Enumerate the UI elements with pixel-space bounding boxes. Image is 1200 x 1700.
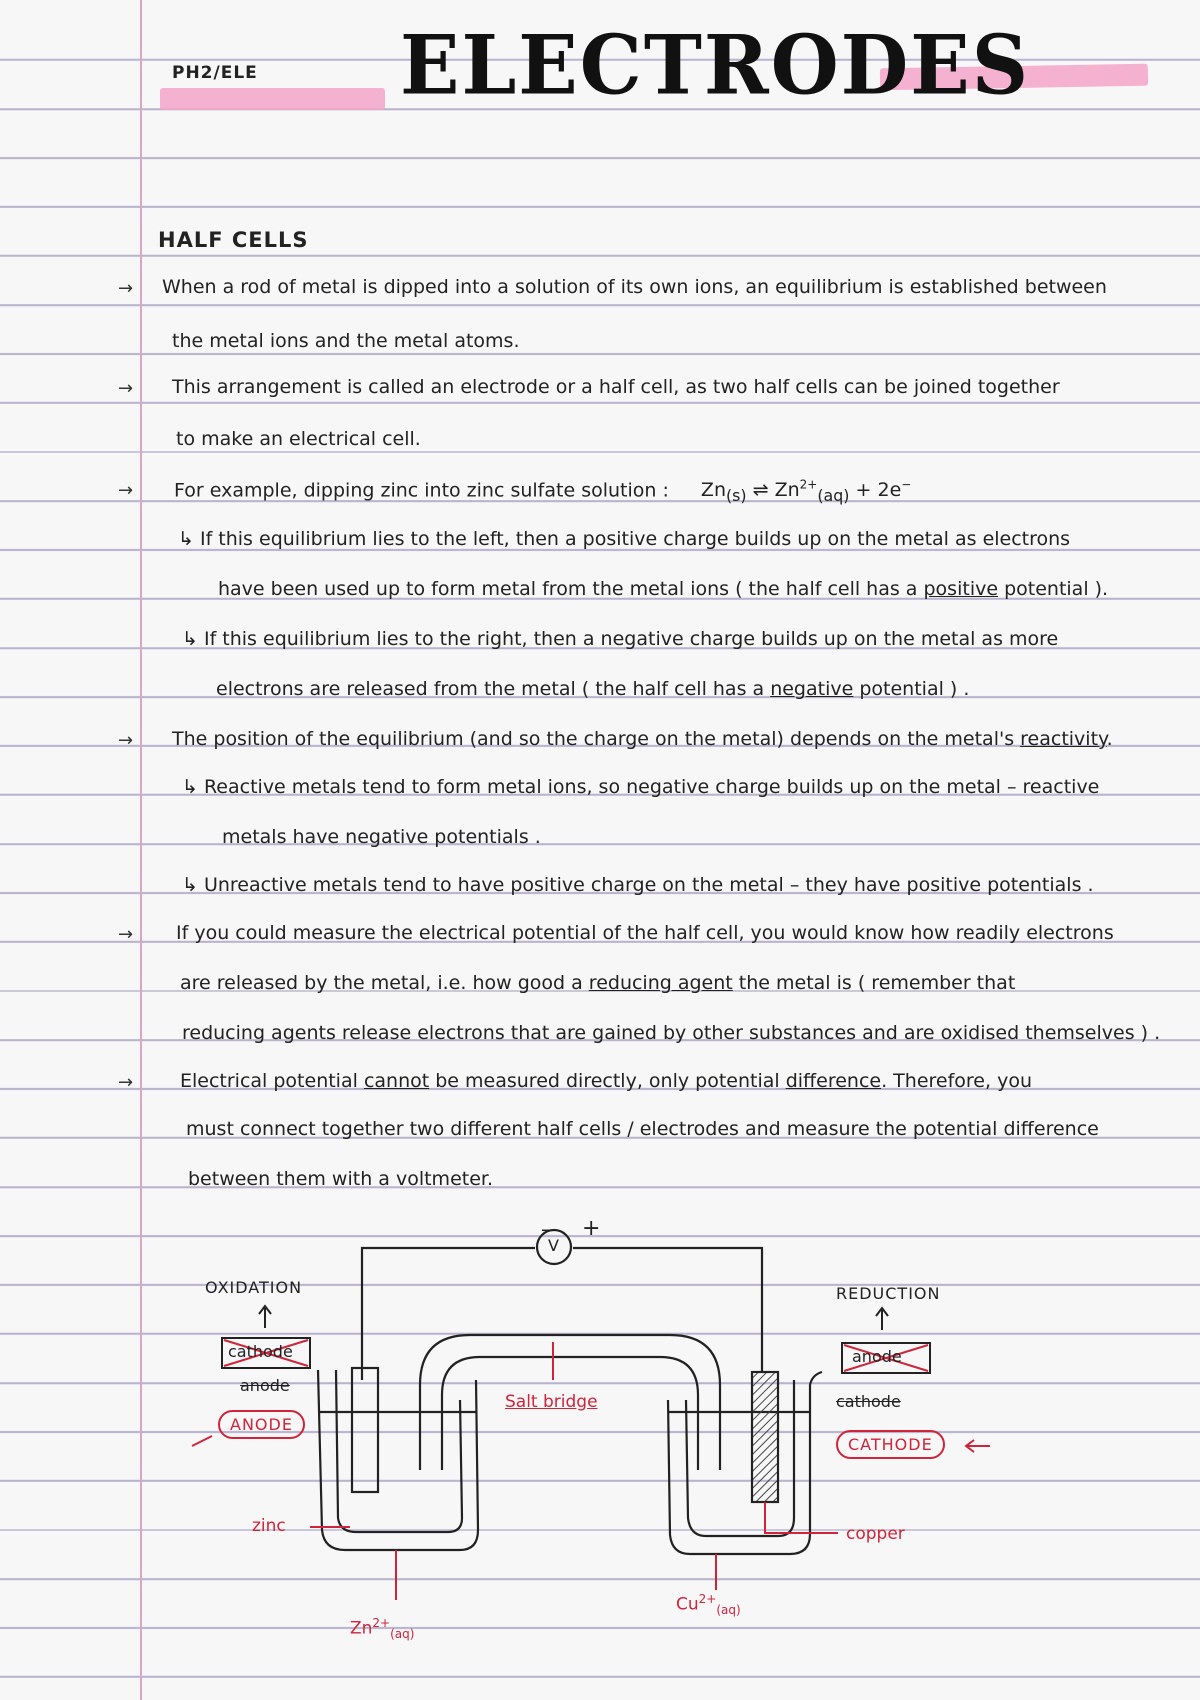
section-title: HALF CELLS <box>158 228 309 252</box>
text-line: ↳ If this equilibrium lies to the right, then a negative charge builds up on the metal as more <box>182 628 1059 650</box>
text-fragment: . <box>1106 728 1113 750</box>
wire-left <box>362 1248 535 1380</box>
voltmeter-label: V <box>548 1236 559 1255</box>
text-line: must connect together two different half cells / electrodes and measure the potential difference <box>186 1118 1099 1140</box>
arrow-right-icon: → <box>118 1072 134 1093</box>
salt-bridge-inner <box>442 1357 698 1470</box>
cu-ion-label <box>676 1592 741 1617</box>
text-fragment: reactivity <box>1020 728 1107 750</box>
text-fragment: For example, dipping zinc into zinc sulfate solution : <box>174 479 669 502</box>
text-fragment: reducing agent <box>588 972 733 994</box>
zinc-label: zinc <box>252 1516 286 1536</box>
arrow-right-icon: → <box>118 924 134 945</box>
text-line: ↳ If this equilibrium lies to the left, then a positive charge builds up on the metal as electrons <box>178 528 1071 550</box>
text-fragment: . Therefore, you <box>881 1070 1032 1092</box>
ion-state: (aq) <box>716 1603 741 1618</box>
wire-right <box>573 1248 762 1372</box>
cathode-arrow <box>966 1440 990 1452</box>
text-line: between them with a voltmeter. <box>188 1168 494 1190</box>
eq-part: + 2e <box>855 479 902 502</box>
voltmeter-minus: − <box>540 1220 556 1241</box>
ion-charge: 2+ <box>372 1616 391 1630</box>
text-fragment: the metal is ( remember that <box>738 972 1016 994</box>
reduction-label: REDUCTION <box>836 1284 941 1303</box>
text-line: the metal ions and the metal atoms. <box>172 330 520 352</box>
text-fragment: The position of the equilibrium (and so the charge on the metal) depends on the metal's <box>172 728 1015 750</box>
text-line: This arrangement is called an electrode or a half cell, as two half cells can be joined together <box>172 376 1060 398</box>
eq-part: ⇌ Zn <box>752 479 800 502</box>
ion-text: Cu <box>676 1594 699 1615</box>
text-fragment: potential ) . <box>859 678 970 700</box>
text-fragment: negative <box>770 678 854 700</box>
arrow-right-icon: → <box>118 278 134 299</box>
voltmeter-plus: + <box>582 1216 601 1241</box>
text-fragment: positive <box>923 578 999 600</box>
text-line: reducing agents release electrons that are gained by other substances and are oxidised themselves ) . <box>182 1022 1161 1044</box>
eq-part: (aq) <box>817 486 850 506</box>
text-fragment: are released by the metal, i.e. how good a <box>180 972 583 994</box>
text-line: to make an electrical cell. <box>176 428 421 450</box>
eq-part: (s) <box>725 486 747 506</box>
left-struck-word: anode <box>240 1376 290 1395</box>
salt-bridge-label: Salt bridge <box>505 1392 598 1412</box>
text-fragment: electrons are released from the metal ( the half cell has a <box>216 678 765 700</box>
text-line: When a rod of metal is dipped into a solution of its own ions, an equilibrium is established between <box>162 276 1107 298</box>
ion-charge: 2+ <box>698 1592 717 1606</box>
text-fragment: potential ). <box>1004 578 1109 600</box>
text-line: ↳ Unreactive metals tend to have positive charge on the metal – they have positive potentials . <box>182 874 1094 896</box>
ion-state: (aq) <box>390 1627 415 1642</box>
left-beaker <box>318 1370 478 1550</box>
text-fragment: have been used up to form metal from the metal ions ( the half cell has a <box>218 578 918 600</box>
arrow-right-icon: → <box>118 378 134 399</box>
text-fragment: difference <box>785 1070 882 1092</box>
oxidation-label: OXIDATION <box>205 1278 303 1297</box>
anode-label: ANODE <box>218 1410 305 1439</box>
text-fragment: Electrical potential <box>180 1070 358 1092</box>
copper-electrode <box>752 1372 778 1502</box>
right-crossed-word: anode <box>852 1347 902 1366</box>
text-fragment: be measured directly, only potential <box>435 1070 780 1092</box>
arrow-up-icon <box>259 1306 271 1328</box>
ion-text: Zn <box>350 1618 373 1639</box>
eq-part: 2+ <box>799 478 818 492</box>
text-line: ↳ Reactive metals tend to form metal ions, so negative charge builds up on the metal – reactive <box>182 776 1100 798</box>
text-fragment: cannot <box>363 1070 430 1092</box>
page-title: ELECTRODES <box>400 17 1031 114</box>
text-line: If you could measure the electrical potential of the half cell, you would know how readily electrons <box>176 922 1114 944</box>
copper-pointer <box>765 1502 838 1533</box>
eq-part: Zn <box>700 479 726 502</box>
cathode-label: CATHODE <box>836 1430 945 1459</box>
right-struck-word: cathode <box>836 1392 901 1411</box>
text-line: metals have negative potentials . <box>222 826 541 848</box>
arrow-right-icon: → <box>118 730 134 751</box>
arrow-right-icon: → <box>118 480 134 501</box>
left-crossed-word: cathode <box>228 1342 293 1361</box>
copper-label: copper <box>846 1524 905 1544</box>
page-code: PH2/ELE <box>172 63 258 83</box>
zn-ion-label <box>350 1616 414 1641</box>
anode-arrow <box>192 1436 212 1446</box>
arrow-up-icon <box>876 1308 888 1330</box>
eq-part: − <box>901 478 912 492</box>
zinc-electrode <box>352 1368 378 1492</box>
